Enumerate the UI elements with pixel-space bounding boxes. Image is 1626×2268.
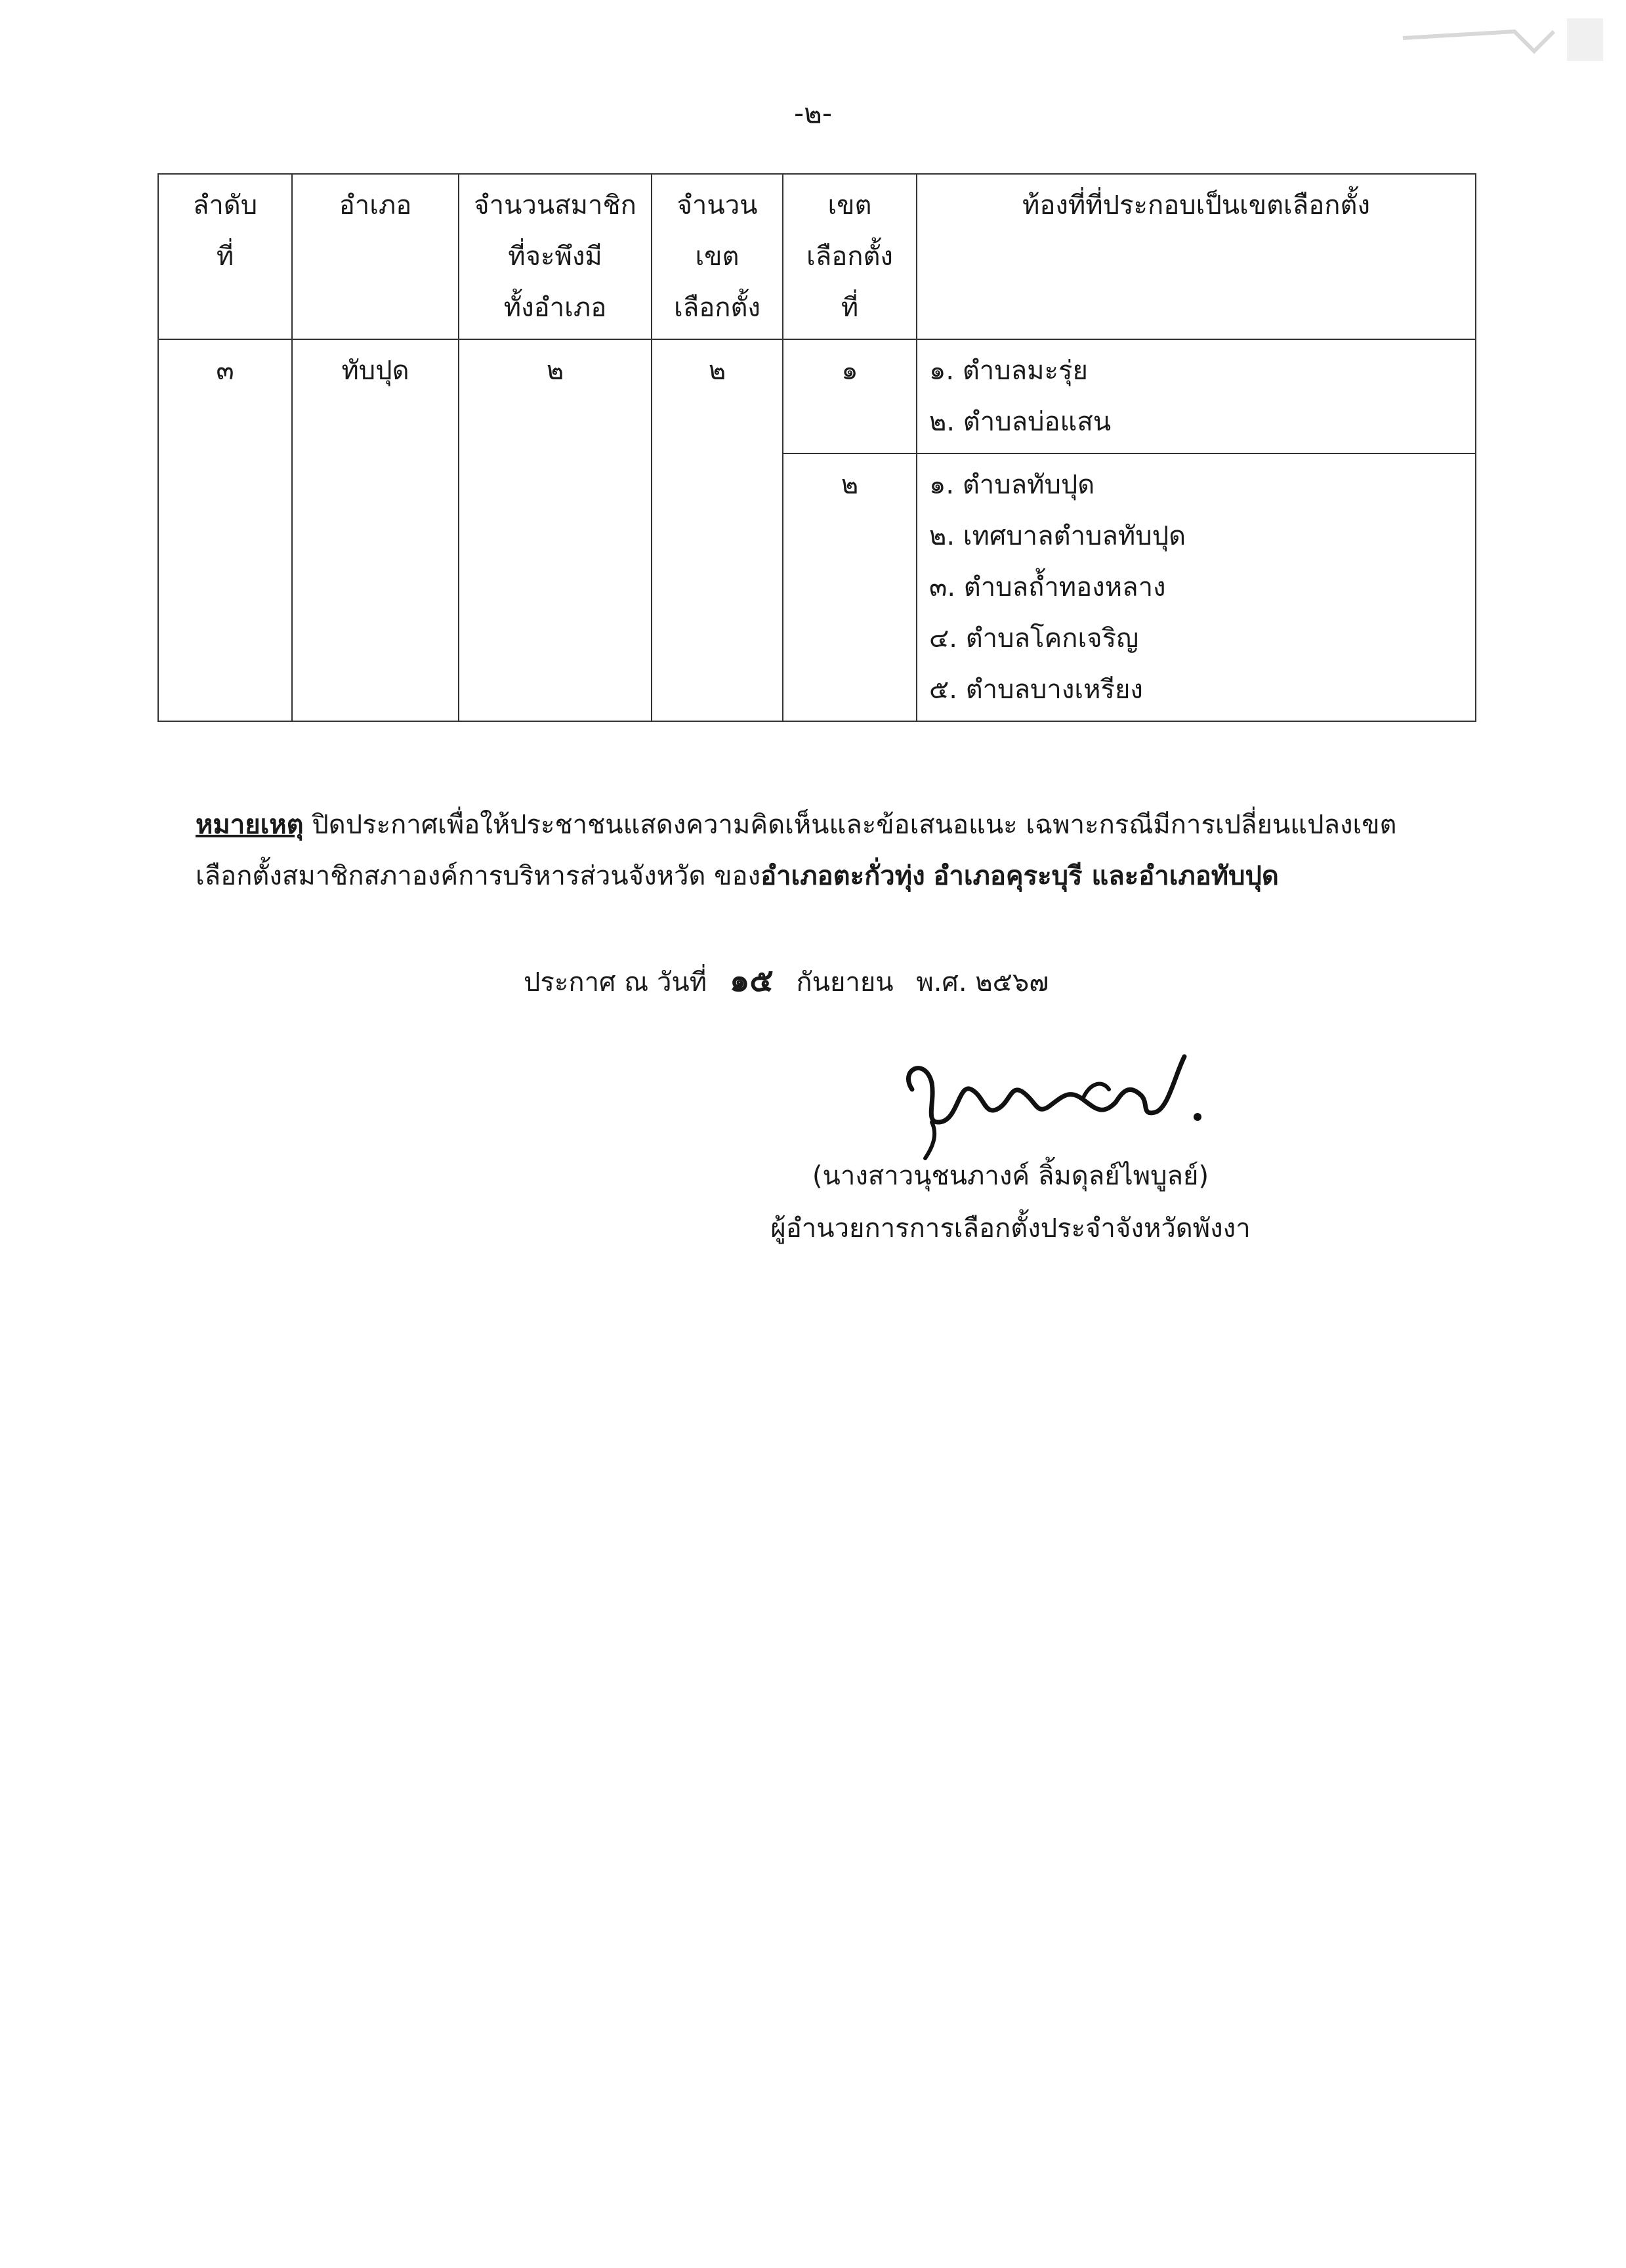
cell-zone-number: ๒: [783, 453, 917, 721]
area-item: ๕. ตำบลบางเหรียง: [929, 675, 1143, 705]
remark-district-khura-buri: อำเภอคุระบุรี: [933, 861, 1083, 891]
header-order: ลำดับ ที่: [158, 174, 292, 339]
date-era: พ.ศ.: [916, 967, 967, 998]
cell-zone-areas: [917, 453, 1476, 721]
area-item: ๒. ตำบลบ่อแสน: [929, 407, 1112, 437]
header-district: อำเภอ: [292, 174, 459, 339]
area-item: ๒. เทศบาลตำบลทับปุด: [929, 521, 1186, 551]
date-year: ๒๕๖๗: [975, 967, 1049, 998]
cell-zone-count: ๒: [652, 339, 783, 721]
remark-district-thap-put: อำเภอทับปุด: [1138, 861, 1279, 891]
date-day: ๑๕: [729, 962, 774, 999]
area-item: ๓. ตำบลถ้ำทองหลาง: [929, 572, 1166, 602]
page-number: -๒-: [794, 97, 832, 129]
date-prefix: ประกาศ ณ วันที่: [524, 967, 707, 998]
remark-text: ปิดประกาศเพื่อให้ประชาชนแสดงความคิดเห็นและข้อเสนอแนะ เฉพาะกรณีมีการเปลี่ยนแปลงเขตเลือกตั้งสมาชิกสภาองค์การบริหารส่วนจังหวัด ของ: [196, 810, 1397, 891]
table-header-row: [158, 174, 1476, 339]
header-areas: ท้องที่ที่ประกอบเป็นเขตเลือกตั้ง: [917, 174, 1476, 339]
signer-position: ผู้อำนวยการการเลือกตั้งประจำจังหวัดพังงา: [770, 1213, 1251, 1244]
remark-paragraph: [196, 799, 1442, 902]
header-zone-count: จำนวน เขต เลือกตั้ง: [652, 174, 783, 339]
remark-label: หมายเหตุ: [196, 810, 304, 840]
announcement-date: [524, 955, 1049, 1008]
remark-conjunction: และ: [1082, 861, 1139, 891]
table-row: [158, 339, 1476, 453]
scan-artifact-mark: [1383, 12, 1606, 64]
area-item: ๑. ตำบลทับปุด: [929, 470, 1095, 500]
area-item: ๑. ตำบลมะรุ่ย: [929, 356, 1088, 386]
cell-zone-number: ๑: [783, 339, 917, 453]
area-item: ๔. ตำบลโคกเจริญ: [929, 623, 1139, 654]
date-month: กันยายน: [796, 967, 894, 998]
cell-order: ๓: [158, 339, 292, 721]
cell-district: ทับปุด: [292, 339, 459, 721]
header-members: จำนวนสมาชิก ที่จะพึงมี ทั้งอำเภอ: [459, 174, 652, 339]
remark-district-takua-thung: อำเภอตะกั่วทุ่ง: [761, 861, 925, 891]
signer-name: (นางสาวนุชนภางค์ ลิ้มดุลย์ไพบูลย์): [812, 1161, 1209, 1191]
signer-block: [735, 1150, 1286, 1255]
cell-zone-areas: [917, 339, 1476, 453]
electoral-district-table: [157, 173, 1476, 722]
header-zone-number: เขต เลือกตั้ง ที่: [783, 174, 917, 339]
cell-members: ๒: [459, 339, 652, 721]
